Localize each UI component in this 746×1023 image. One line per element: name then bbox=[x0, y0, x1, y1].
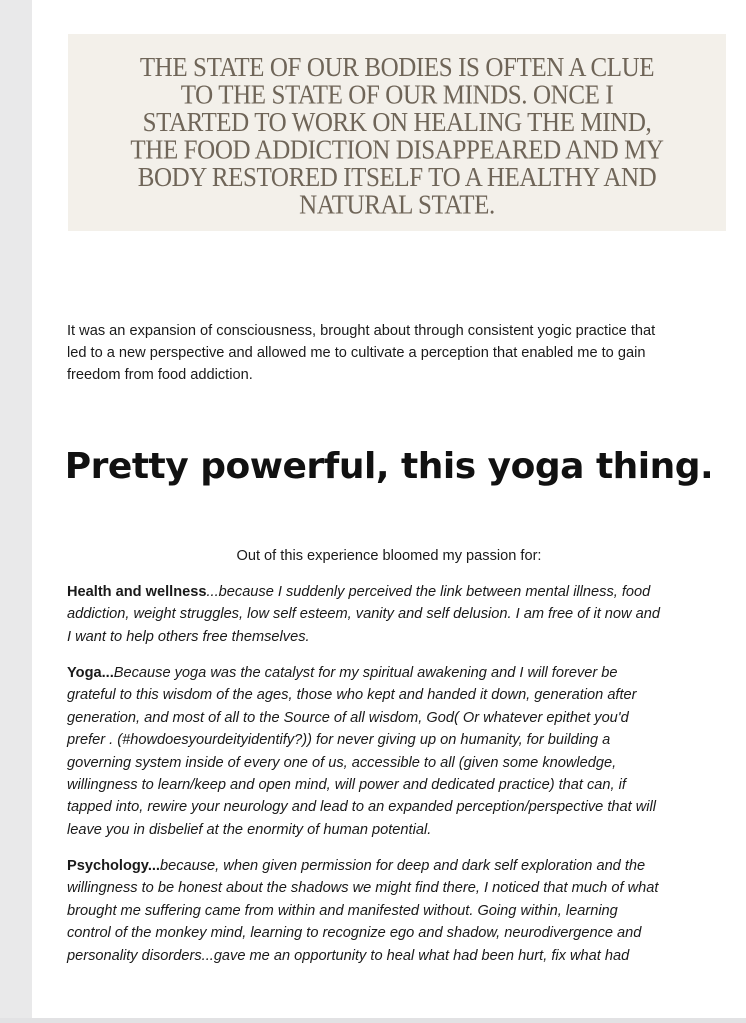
section-keyword: Yoga... bbox=[67, 665, 114, 681]
section-keyword: Health and wellness bbox=[67, 584, 207, 600]
section-psychology bbox=[67, 855, 737, 967]
pull-quote-line: BODY RESTORED ITSELF TO A HEALTHY AND bbox=[137, 162, 657, 193]
section-line: willingness to learn/keep and open mind, will power and dedicated practice) that can, if bbox=[67, 777, 626, 794]
headline: Pretty powerful, this yoga thing. bbox=[64, 446, 714, 487]
section-line: generation, and most of all to the Source of all wisdom, God( Or whatever epithet you'd bbox=[67, 709, 629, 726]
subheading: Out of this experience bloomed my passion for: bbox=[236, 548, 542, 564]
section-line: prefer . (#howdoesyourdeityidentify?)) for never giving up on humanity, for building a bbox=[67, 732, 611, 749]
pull-quote-text bbox=[68, 54, 726, 219]
pull-quote-line: THE STATE OF OUR BODIES IS OFTEN A CLUE bbox=[139, 52, 655, 83]
intro-line: freedom from food addiction. bbox=[67, 367, 253, 383]
pull-quote-line: THE FOOD ADDICTION DISAPPEARED AND MY bbox=[130, 135, 664, 166]
section-line: leave you in disbelief at the enormity of human potential. bbox=[67, 821, 432, 838]
section-line: I want to help others free themselves. bbox=[67, 628, 310, 645]
section-line: because, when given permission for deep and dark self exploration and the bbox=[160, 858, 646, 874]
section-line: Because yoga was the catalyst for my spiritual awakening and I will forever be bbox=[113, 665, 618, 681]
pull-quote-box bbox=[68, 34, 726, 231]
intro-paragraph bbox=[67, 320, 731, 386]
section-health-wellness bbox=[67, 581, 737, 648]
section-line: grateful to this wisdom of the ages, those who kept and handed it down, generation after bbox=[67, 687, 637, 704]
section-line: willingness to be honest about the shadows we might find there, I noticed that much of what bbox=[67, 880, 659, 897]
section-yoga bbox=[67, 662, 737, 841]
section-keyword: Psychology... bbox=[67, 858, 160, 874]
section-line: personality disorders...gave me an opportunity to heal what had been hurt, fix what had bbox=[67, 947, 630, 964]
section-line: control of the monkey mind, learning to recognize ego and shadow, neurodivergence and bbox=[67, 925, 642, 942]
pull-quote-line: NATURAL STATE. bbox=[299, 190, 495, 221]
page-bottom-edge bbox=[0, 1018, 746, 1023]
pull-quote-line: STARTED TO WORK ON HEALING THE MIND, bbox=[142, 107, 652, 138]
document-page bbox=[32, 0, 746, 1018]
section-line: addiction, weight struggles, low self esteem, vanity and self delusion. I am free of it now and bbox=[67, 606, 660, 623]
section-line: tapped into, rewire your neurology and lead to an expanded perception/perspective that will bbox=[67, 799, 656, 816]
section-line: brought me suffering came from within and manifested without. Going within, learning bbox=[67, 902, 618, 919]
intro-line: It was an expansion of consciousness, brought about through consistent yogic practice that bbox=[67, 323, 656, 339]
section-line: governing system inside of every one of us, accessible to all (given some knowledge, bbox=[67, 754, 617, 771]
section-line: ...because I suddenly perceived the link between mental illness, food bbox=[206, 584, 651, 600]
pull-quote-line: TO THE STATE OF OUR MINDS. ONCE I bbox=[180, 80, 614, 111]
intro-line: led to a new perspective and allowed me to cultivate a perception that enabled me to gain bbox=[67, 345, 646, 361]
